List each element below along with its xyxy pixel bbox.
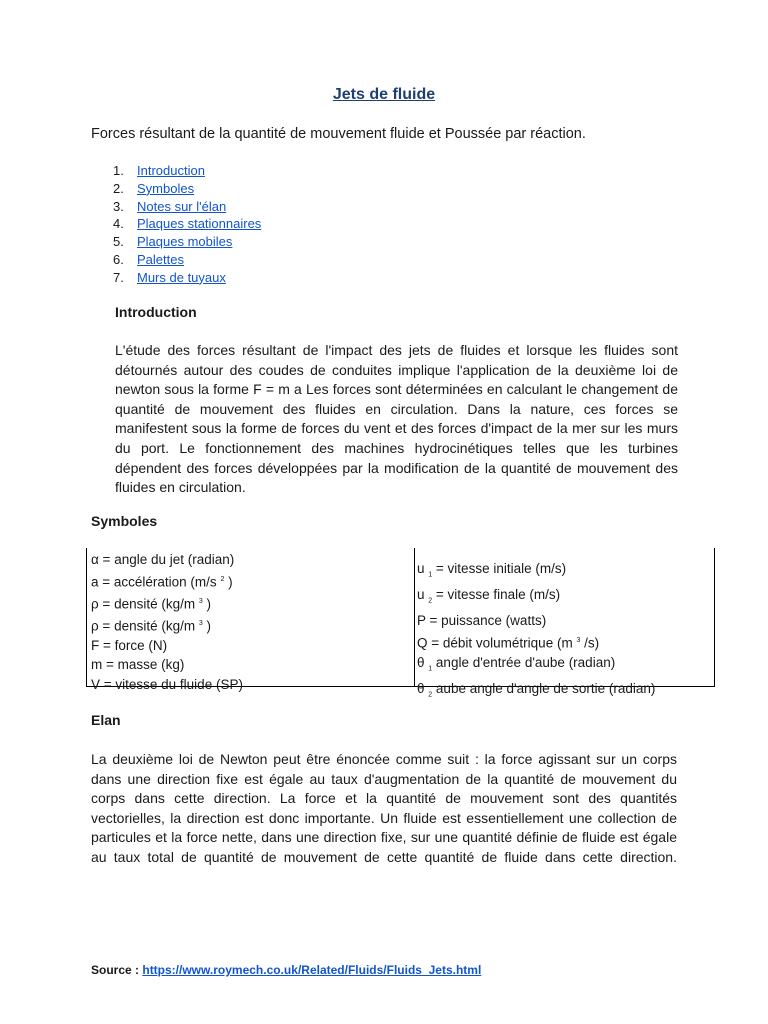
introduction-heading: Introduction <box>115 304 197 320</box>
page-title: Jets de fluide <box>332 86 436 103</box>
toc-item: 1. Introduction <box>113 163 205 178</box>
symbol-row: V = vitesse du fluide (SP) <box>91 676 243 692</box>
toc-item: 2. Symboles <box>113 180 195 196</box>
symbol-row: u $_2$ = vitesse finale (m/s) <box>417 587 561 605</box>
symbols-left-column <box>87 548 415 692</box>
toc-link-murs-de-tuyaux[interactable]: Murs de tuyaux <box>137 269 226 285</box>
source-label: Source : <box>91 963 143 977</box>
toc-link-introduction[interactable]: Introduction <box>137 163 205 178</box>
symbol-row: ρ = densité (kg/m $^3$ ) <box>91 596 212 611</box>
symbol-row: F = force (N) <box>91 637 168 653</box>
symbol-row: ρ = densité (kg/m $^3$ ) <box>91 618 212 633</box>
toc-link-notes-elan[interactable]: Notes sur l'élan <box>137 198 227 214</box>
toc-link-plaques-mobiles[interactable]: Plaques mobiles <box>137 234 233 250</box>
elan-paragraph: La deuxième loi de Newton peut être énoncée comme suit : la force agissant sur un corps dans une direction fixe est égale au taux d'augmentation de la quantité de mouvement du corps dans cette direction. La force et la quantité de mouvement sont des quantités vectorielles, la direction est donc importante. Un fluide est essentiellement une collection de particules et la force nette, dans une direction fixe, sur une quantité définie de fluide est égale au taux total de quantité de mouvement de cette quantité de fluide dans cette direction. <box>91 751 677 865</box>
toc-item: 6. Palettes <box>113 251 184 267</box>
toc-link-symboles[interactable]: Symboles <box>137 180 195 196</box>
toc-link-palettes[interactable]: Palettes <box>137 251 184 267</box>
symboles-heading: Symboles <box>91 513 158 529</box>
symbol-row: m = masse (kg) <box>91 657 185 672</box>
symbol-row: θ $_2$ aube angle d'angle de sortie (radian) <box>417 681 656 699</box>
symbol-row: Q = débit volumétrique (m $^3$ /s) <box>417 635 600 651</box>
table-of-contents <box>113 162 261 287</box>
symbol-row: α = angle du jet (radian) <box>91 552 235 567</box>
toc-item: 5. Plaques mobiles <box>113 234 233 250</box>
source-line <box>91 963 481 977</box>
symbol-row: P = puissance (watts) <box>417 613 547 629</box>
source-link[interactable]: https://www.roymech.co.uk/Related/Fluids/Fluids_Jets.html <box>142 963 482 977</box>
symbol-row: u $_1$ = vitesse initiale (m/s) <box>417 561 567 579</box>
symbols-table <box>86 548 715 699</box>
elan-heading: Elan <box>91 712 121 728</box>
toc-item: 4. Plaques stationnaires <box>113 216 262 232</box>
introduction-paragraph: L'étude des forces résultant de l'impact des jets de fluides et lorsque les fluides sont détournés autour des coudes de conduites implique l'application de la deuxième loi de newton sous la forme F = m a Les forces sont déterminées en calculant le changement de quantité de mouvement des fluides en circulation. Dans la nature, ces forces se manifestent sous la forme de forces du vent et des forces d'impact de la mer sur les murs du port. Le fonctionnement des machines hydrocinétiques telles que les turbines dépendent des forces développées par la modification de la quantité de mouvement des fluides en circulation. <box>115 342 678 496</box>
toc-item: 7. Murs de tuyaux <box>113 269 226 285</box>
symbol-row: a = accélération (m/s $^2$ ) <box>91 574 233 589</box>
symbol-row: θ $_1$ angle d'entrée d'aube (radian) <box>417 654 616 673</box>
toc-item: 3. Notes sur l'élan <box>113 198 227 214</box>
symbols-right-column <box>415 548 656 699</box>
subtitle: Forces résultant de la quantité de mouvement fluide et Poussée par réaction. <box>91 126 586 142</box>
toc-link-plaques-stationnaires[interactable]: Plaques stationnaires <box>137 216 262 232</box>
